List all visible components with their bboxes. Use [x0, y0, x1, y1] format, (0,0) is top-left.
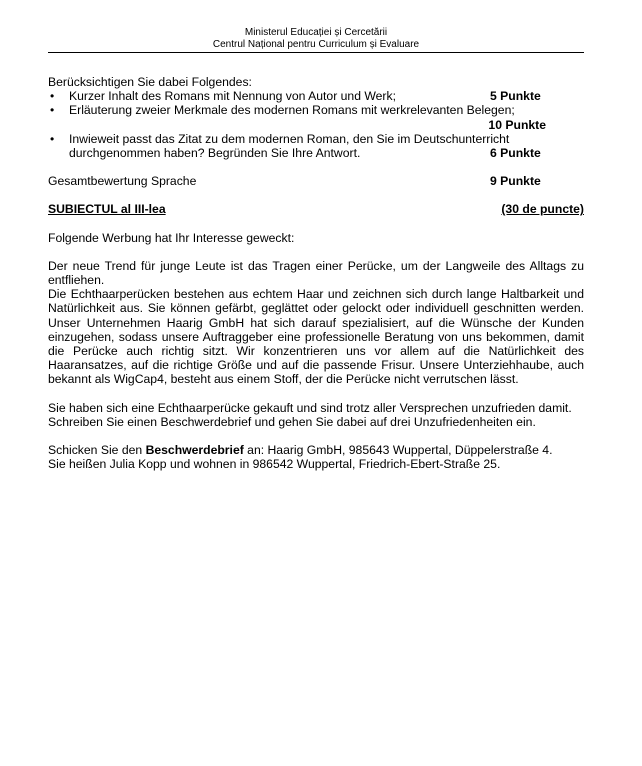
bullet-text-continuation: durchgenommen haben? Begründen Sie Ihre Antwort. [69, 146, 361, 161]
task-line-2: Schreiben Sie einen Beschwerdebrief und gehen Sie dabei auf drei Unzufriedenheiten ein. [48, 414, 536, 429]
language-label: Gesamtbewertung Sprache [48, 174, 197, 189]
send-bold-term: Beschwerdebrief [145, 443, 244, 458]
subject-title: SUBIECTUL al III-lea [48, 202, 166, 217]
center-name: Centrul Național pentru Curriculum și Evaluare [212, 38, 420, 50]
bullet-points: 10 Punkte [488, 117, 546, 132]
language-score-row [48, 174, 584, 188]
bullet-text: Erläuterung zweier Merkmale des modernen Romans mit werkrelevanten Belegen; [69, 103, 515, 118]
send-prefix: Schicken Sie den [48, 443, 146, 458]
language-points: 9 Punkte [490, 174, 541, 189]
ad-paragraph-2: Die Echthaarperücken bestehen aus echtem Haar und zeichnen sich durch lange Haltbarkeit und Natürlichkeit aus. Sie können gefärbt, geglättet oder gelockt oder individuell geschnitten werden. Unser Unternehmen Haarig GmbH hat sich darauf spezialisiert, auf die Wünsche der Kunden einzugehen, sodass unsere Auftraggeber eine professionelle Beratung von uns bekommen, damit die Perücke auch richtig sitzt. Wir konzentrieren uns vor allem auf die Natürlichkeit des Haaransatzes, auf die richtige Größe und auf die passende Frisur. Unsere Unterziehhaube, auch bekannt als WigCap4, besteht aus einem Stoff, der die Perücke nicht verrutschen lässt. [48, 287, 584, 387]
task-line-1: Sie haben sich eine Echthaarperücke gekauft und sind trotz aller Versprechen unzufrieden damit. [48, 400, 572, 415]
bullet-points: 5 Punkte [490, 89, 541, 104]
bullet-item-2 [48, 103, 584, 117]
ad-paragraph-1: Der neue Trend für junge Leute ist das Tragen einer Perücke, um der Langweile des Alltags zu entfliehen. [48, 258, 584, 288]
bullet-item-1 [48, 89, 584, 103]
ministry-name: Ministerul Educației și Cercetării [244, 27, 388, 38]
bullet-dot-icon: • [50, 103, 55, 118]
subject-points: (30 de puncte) [501, 202, 584, 217]
header-divider [48, 52, 584, 53]
bullet-text: Inwieweit passt das Zitat zu dem modernen Roman, den Sie im Deutschunterricht [69, 131, 510, 146]
bullet-dot-icon: • [50, 131, 55, 146]
task-intro: Berücksichtigen Sie dabei Folgendes: [48, 75, 252, 89]
send-instruction [48, 443, 584, 457]
document-body [48, 75, 584, 471]
bullet-item-3 [48, 132, 584, 160]
bullet-points: 6 Punkte [490, 146, 541, 161]
sender-info: Sie heißen Julia Kopp und wohnen in 986542 Wuppertal, Friedrich-Ebert-Straße 25. [48, 457, 501, 472]
bullet-text: Kurzer Inhalt des Romans mit Nennung von Autor und Werk; [69, 89, 396, 104]
subject-heading [48, 202, 584, 216]
subject-intro: Folgende Werbung hat Ihr Interesse geweckt: [48, 230, 295, 245]
page-header [48, 27, 584, 50]
send-suffix: an: Haarig GmbH, 985643 Wuppertal, Düppelerstraße 4. [243, 443, 553, 458]
bullet-dot-icon: • [50, 89, 55, 104]
